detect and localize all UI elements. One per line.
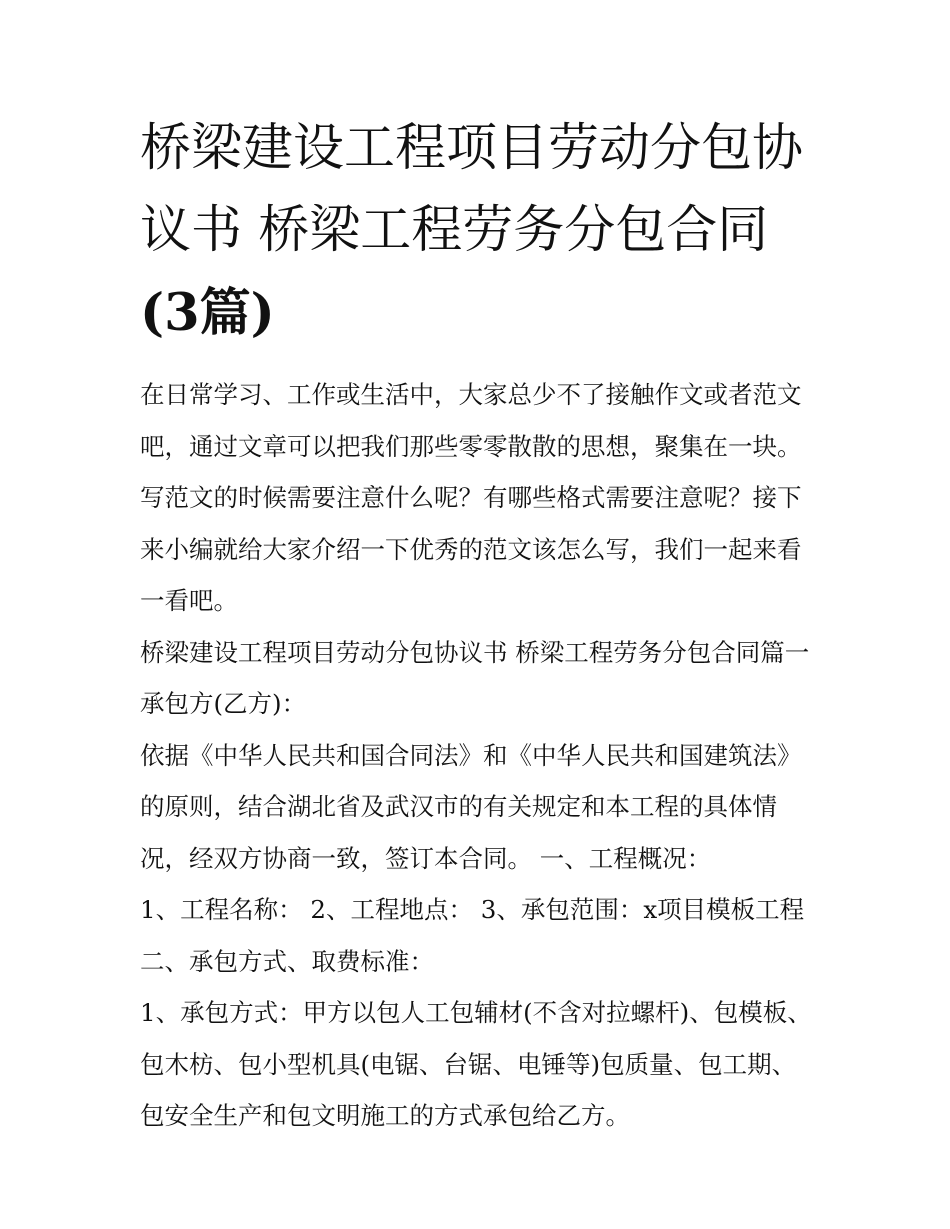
document-title <box>140 108 812 355</box>
document-title-main: 桥梁建设工程项目劳动分包协议书 桥梁工程劳务分包合同 <box>140 119 804 260</box>
basis-paragraph: 依据《中华人民共和国合同法》和《中华人民共和国建筑法》的原则，结合湖北省及武汉市的有关规定和本工程的具体情况，经双方协商一致，签订本合同。 一、工程概况： <box>140 740 802 873</box>
document-title-suffix: (3篇) <box>140 283 275 343</box>
contract-method-paragraph: 1、承包方式：甲方以包人工包辅材(不含对拉螺杆)、包模板、包木枋、包小型机具(电锯、台锯、电锤等)包质量、包工期、包安全生产和包文明施工的方式承包给乙方。 <box>140 998 812 1130</box>
document-body <box>140 369 812 1142</box>
section-heading-paragraph: 桥梁建设工程项目劳动分包协议书 桥梁工程劳务分包合同篇一 承包方(乙方)： <box>140 637 810 718</box>
contract-method-heading: 二、承包方式、取费标准： <box>140 946 434 976</box>
project-info-paragraph: 1、工程名称： 2、工程地点： 3、承包范围：x项目模板工程 <box>140 895 805 924</box>
document-content <box>140 108 812 1142</box>
intro-paragraph: 在日常学习、工作或生活中，大家总少不了接触作文或者范文吧，通过文章可以把我们那些零零散散的思想，聚集在一块。写范文的时候需要注意什么呢？有哪些格式需要注意呢？接下来小编就给大家介绍一下优秀的范文该怎么写，我们一起来看一看吧。 <box>140 380 802 615</box>
